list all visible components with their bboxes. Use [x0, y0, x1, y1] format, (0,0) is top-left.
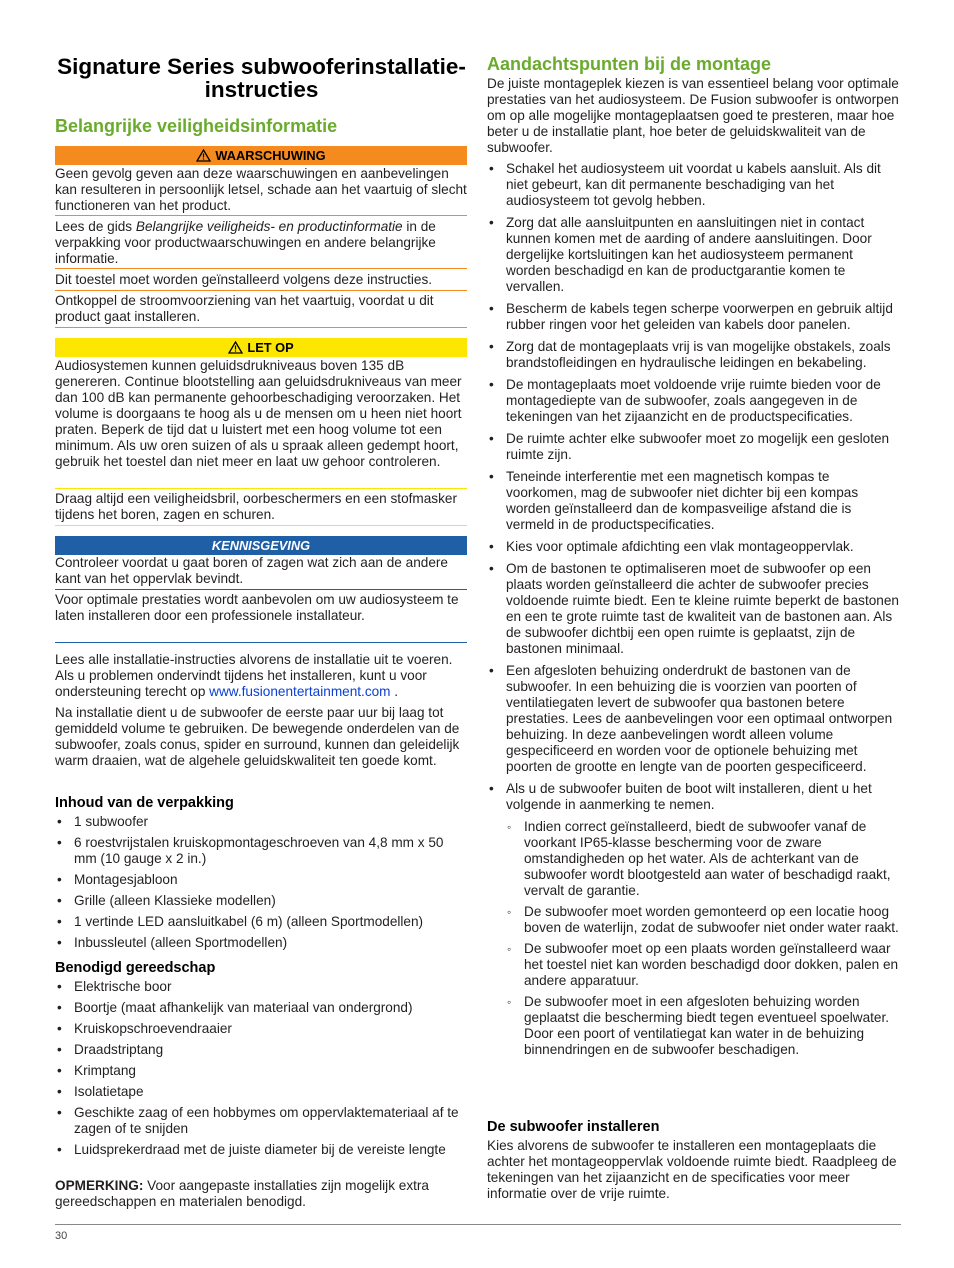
caution-divider — [55, 525, 467, 526]
list-item: • Om de bastonen te optimaliseren moet de subwoofer op een plaats worden geïnstalleerd die achter de subwoofer precies voldoende ruimte biedt. Een te kleine ruimte beperkt de bastonen en een te grote ruimte tast de kwaliteit van de bastonen aan. Als de subwoofer dichtbij een open ruimte is geplaatst, zijn de bastonen minimaal. — [487, 561, 901, 657]
page-title: Signature Series subwooferinstallatie-instructies — [57, 54, 466, 102]
list-item: • Als u de subwoofer buiten de boot wilt installeren, dient u het volgende in aanmerking te nemen. ◦ Indien correct geïnstalleerd, biedt de subwoofer vanaf de voorkant IP65-klasse bescherming voor de zware omstandigheden op het water. Als de achterkant van de subwoofer wordt blootgesteld aan water of beschadigd raakt, vervalt de garantie. ◦ De subwoofer moet worden gemonteerd op een locatie hoog boven de waterlijn, zodat de subwoofer niet onder water raakt. ◦ De subwoofer moet op een plaats worden geïnstalleerd waar het toestel niet kan worden beschadigd door dokken, palen en andere apparatuur. ◦ De subwoofer moet in een afgesloten behuizing worden geplaatst die bescherming biedt tegen eventueel spoelwater. Door een poort of ventilatiegat kan water in de behuizing binnendringen en de subwoofer beschadigen. — [487, 781, 901, 1058]
tools-note: OPMERKING: Voor aangepaste installaties zijn mogelijk extra gereedschappen en materialen benodigd. — [55, 1178, 429, 1209]
list-item: • Geschikte zaag of een hobbymes om oppervlaktemateriaal af te zagen of te snijden — [55, 1105, 468, 1137]
install-heading: De subwoofer installeren — [487, 1119, 660, 1135]
list-item: • Bescherm de kabels tegen scherpe voorwerpen en gebruik altijd rubber ringen voor het geleiden van kabels door panelen. — [487, 301, 901, 333]
caution-bar — [55, 338, 467, 357]
mounting-heading: Aandachtspunten bij de montage — [487, 54, 772, 74]
sub-list-item: ◦ De subwoofer moet in een afgesloten behuizing worden geplaatst die bescherming biedt tegen eventueel spoelwater. Door een poort of ventilatiegat kan water in de behuizing binnendringen en de subwoofer beschadigen. — [506, 994, 901, 1058]
list-item: • De ruimte achter elke subwoofer moet zo mogelijk een gesloten ruimte zijn. — [487, 431, 901, 463]
warning-divider — [55, 215, 467, 216]
list-item: • Teneinde interferentie met een magnetisch kompas te voorkomen, mag de subwoofer niet dichter bij een kompas worden geïnstalleerd dan de kompasveilige afstand die is vermeld in de productspecificaties. — [487, 469, 901, 533]
list-item: • Boortje (maat afhankelijk van materiaal van ondergrond) — [55, 1000, 468, 1016]
mounting-intro: De juiste montageplek kiezen is van essentieel belang voor optimale prestaties van het audiosysteem. De Fusion subwoofer is ontworpen om op alle mogelijke montageplaatsen goed te presteren, maar hoe beter u de installatie plant, hoe beter de geluidskwaliteit van de subwoofer. — [487, 76, 899, 155]
sub-list-item: ◦ Indien correct geïnstalleerd, biedt de subwoofer vanaf de voorkant IP65-klasse bescherming voor de zware omstandigheden op het water. Als de achterkant van de subwoofer wordt blootgesteld aan water of beschadigd raakt, vervalt de garantie. — [506, 819, 901, 899]
notice-text-1: Controleer voordat u gaat boren of zagen wat zich aan de andere kant van het oppervlak bevindt. — [55, 555, 448, 586]
install-text: Kies alvorens de subwoofer te installeren een montageplaats die achter het montageoppervlak voldoende ruimte biedt. Raadpleeg de tekeningen van het zijaanzicht en de specificaties voor meer informatie over de vrije ruimte. — [487, 1138, 897, 1201]
tools-list — [55, 979, 468, 1158]
page-number: 30 — [55, 1230, 68, 1242]
intro-paragraph: Lees alle installatie-instructies alvorens de installatie uit te voeren. Als u problemen ondervindt tijdens het installeren, kunt u voor ondersteuning terecht op www.fusionentertainment.com . — [55, 652, 453, 699]
warning-triangle-icon — [196, 149, 211, 162]
warning-bar — [55, 146, 467, 165]
warning-text-1: Geen gevolg geven aan deze waarschuwingen en aanbevelingen kan resulteren in persoonlijk letsel, schade aan het vaartuig of slecht functioneren van het product. — [55, 166, 467, 213]
warning-divider — [55, 268, 467, 269]
list-item: • Elektrische boor — [55, 979, 468, 995]
sub-list-item: ◦ De subwoofer moet op een plaats worden geïnstalleerd waar het toestel niet kan worden beschadigd door dokken, palen en andere apparatuur. — [506, 941, 901, 989]
list-item: • 1 subwoofer — [55, 814, 468, 830]
support-link[interactable]: www.fusionentertainment.com — [209, 684, 391, 699]
safety-heading: Belangrijke veiligheidsinformatie — [55, 116, 338, 136]
package-list — [55, 814, 468, 951]
notice-divider — [55, 642, 467, 643]
list-item: • 6 roestvrijstalen kruiskopmontageschroeven van 4,8 mm x 50 mm (10 gauge x 2 in.) — [55, 835, 468, 867]
notice-divider — [55, 589, 467, 590]
footer-divider — [55, 1224, 901, 1225]
notice-text-2: Voor optimale prestaties wordt aanbevolen om uw audiosysteem te laten installeren door een professionele installateur. — [55, 592, 459, 623]
notice-bar — [55, 536, 467, 555]
warning-text-3: Dit toestel moet worden geïnstalleerd volgens deze instructies. — [55, 272, 433, 287]
list-item: • Montagesjabloon — [55, 872, 468, 888]
warning-label: WAARSCHUWING — [215, 148, 326, 163]
list-item: • Draadstriptang — [55, 1042, 468, 1058]
warning-divider — [55, 290, 467, 291]
list-item: • Inbussleutel (alleen Sportmodellen) — [55, 935, 468, 951]
list-item: • Een afgesloten behuizing onderdrukt de bastonen van de subwoofer. In een behuizing die is voorzien van poorten of ventilatiegaten levert de subwoofer qua bastonen betere prestaties. Lees de aanbevelingen voor een optimaal ontworpen behuizing. In deze aanbevelingen wordt alleen volume gespecificeerd en worden voor de optionele behuizing met poorten de grootte en lengte van de poorten gespecificeerd. — [487, 663, 901, 775]
sub-list-item: ◦ De subwoofer moet worden gemonteerd op een locatie hoog boven de waterlijn, zodat de subwoofer niet onder water raakt. — [506, 904, 901, 936]
list-item: • Luidsprekerdraad met de juiste diameter bij de vereiste lengte — [55, 1142, 468, 1158]
warning-text-2: Lees de gids Belangrijke veiligheids- en productinformatie in de verpakking voor productwaarschuwingen en andere belangrijke informatie. — [55, 219, 436, 266]
list-item: • Zorg dat alle aansluitpunten en aansluitingen niet in contact kunnen komen met de aarding of andere aansluitingen. Door dergelijke kortsluitingen kan het audiosysteem permanent worden beschadigd en kan de productgarantie komen te vervallen. — [487, 215, 901, 295]
caution-label: LET OP — [247, 340, 294, 355]
caution-text-2: Draag altijd een veiligheidsbril, oorbeschermers en een stofmasker tijdens het boren, zagen en schuren. — [55, 491, 457, 522]
break-in-paragraph: Na installatie dient u de subwoofer de eerste paar uur bij laag tot gemiddeld volume te gebruiken. De bewegende onderdelen van de subwoofer, zoals conus, spider en surround, kunnen dan geleidelijk warm draaien, wat de algehele geluidskwaliteit ten goede komt. — [55, 705, 460, 768]
list-item: • Isolatietape — [55, 1084, 468, 1100]
caution-divider — [55, 488, 467, 489]
outdoor-sublist — [506, 819, 901, 1058]
list-item: • Kies voor optimale afdichting een vlak montageoppervlak. — [487, 539, 901, 555]
mounting-list — [487, 161, 901, 1063]
list-item: • Grille (alleen Klassieke modellen) — [55, 893, 468, 909]
notice-label: KENNISGEVING — [211, 538, 311, 553]
caution-triangle-icon — [228, 341, 243, 354]
list-item: • Kruiskopschroevendraaier — [55, 1021, 468, 1037]
caution-text-1: Audiosystemen kunnen geluidsdrukniveaus boven 135 dB genereren. Continue blootstelling aan geluidsdrukniveaus van meer dan 100 dB kan permanente gehoorbeschadiging veroorzaken. Het volume is doorgaans te hoog als u de mensen om u heen niet hoort praten. Beperk de tijd dat u luistert met een hoog volume tot een minimum. Als uw oren suizen of als u spraak alleen gedempt hoort, gebruik het toestel dan niet meer en laat uw gehoor controleren. — [55, 358, 462, 469]
list-item: • Schakel het audiosysteem uit voordat u kabels aansluit. Als dit niet gebeurt, kan dit permanente beschadiging van het audiosysteem tot gevolg hebben. — [487, 161, 901, 209]
warning-text-4: Ontkoppel de stroomvoorziening van het vaartuig, voordat u dit product gaat installeren. — [55, 293, 434, 324]
list-item: • Krimptang — [55, 1063, 468, 1079]
warning-divider — [55, 327, 467, 328]
list-item: • De montageplaats moet voldoende vrije ruimte bieden voor de montagediepte van de subwoofer, zoals aangegeven in de tekeningen van het zijaanzicht en de productspecificaties. — [487, 377, 901, 425]
tools-heading: Benodigd gereedschap — [55, 960, 216, 976]
package-heading: Inhoud van de verpakking — [55, 795, 234, 811]
list-item: • 1 vertinde LED aansluitkabel (6 m) (alleen Sportmodellen) — [55, 914, 468, 930]
list-item: • Zorg dat de montageplaats vrij is van mogelijke obstakels, zoals brandstofleidingen en hydraulische leidingen en bekabeling. — [487, 339, 901, 371]
